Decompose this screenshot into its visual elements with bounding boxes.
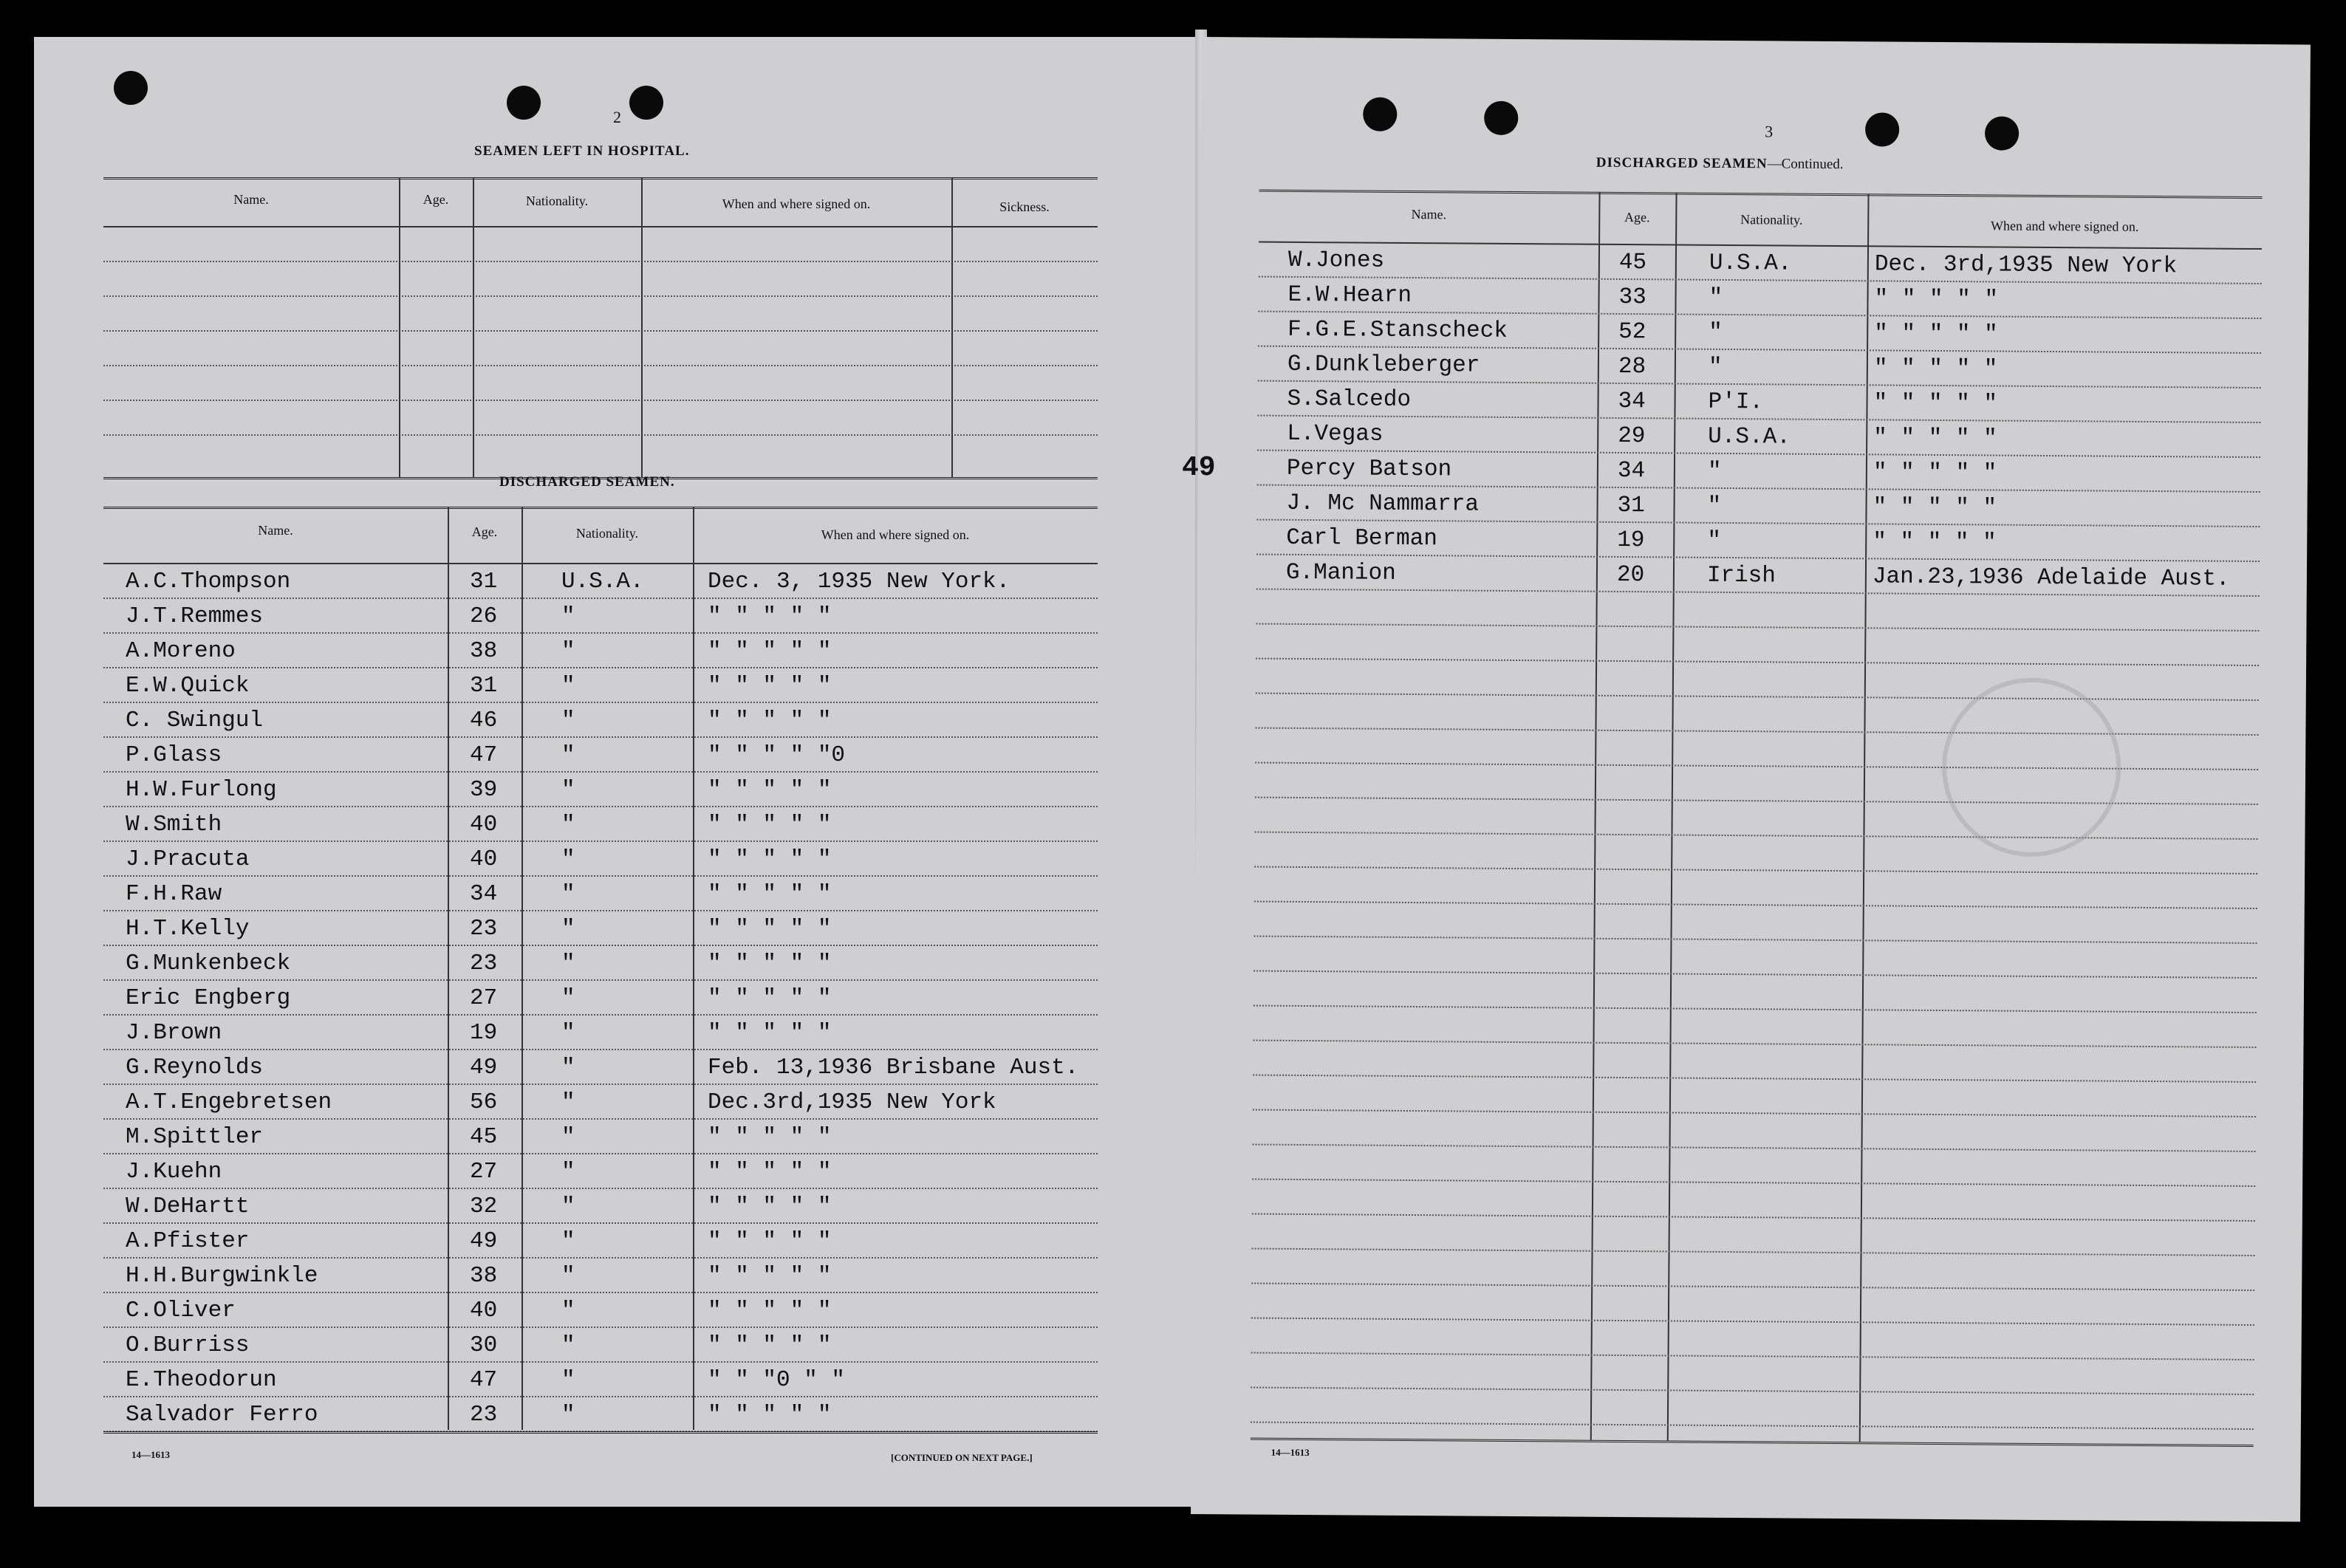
table-row [103,702,1098,738]
seaman-nationality: " [561,1367,575,1393]
seaman-age: 52 [1618,318,1646,346]
seaman-name: J.Brown [126,1020,222,1046]
signed-on: Feb. 13,1936 Brisbane Aust. [708,1055,1079,1081]
signed-on: " " " " " [708,1159,832,1185]
table-row [103,841,1098,877]
table-row [103,1014,1098,1050]
seaman-name: A.Pfister [126,1228,250,1254]
table-row [103,806,1098,842]
signed-on: " " " " " [708,1228,832,1254]
seaman-age: 28 [1618,353,1646,380]
signed-on: " " " " " [708,638,832,664]
signed-on: " " "0 " " [708,1367,846,1393]
signed-on: " " " " " [708,673,832,699]
seaman-name: E.Theodorun [126,1367,277,1393]
seaman-age: 45 [470,1124,498,1150]
table-row [103,910,1098,946]
seaman-age: 47 [470,742,498,768]
seaman-age: 32 [470,1194,498,1219]
seaman-name: L.Vegas [1287,420,1384,448]
seaman-age: 29 [1618,422,1646,450]
signed-on: " " " " " [1873,494,1997,521]
signed-on: " " " " " [708,951,832,976]
seaman-name: G.Dunkleberger [1287,351,1480,379]
seaman-age: 40 [470,1298,498,1324]
form-number: 14—1613 [1271,1446,1310,1459]
faded-stamp [1941,677,2121,857]
table-row [103,667,1098,703]
signed-on: " " " " " [708,1124,832,1150]
signed-on: " " " " " [708,1263,832,1289]
signed-on: " " " " " [708,881,832,907]
continued-header-name: Name. [1411,206,1447,222]
seaman-name: H.H.Burgwinkle [126,1263,318,1289]
seaman-name: E.W.Quick [126,673,250,699]
table-row [103,1049,1098,1085]
continued-header-signed-on: When and where signed on. [1990,218,2139,234]
seaman-name: S.Salcedo [1287,386,1412,413]
seaman-nationality: " [561,1194,575,1219]
signed-on: " " " " " [708,916,832,942]
table-row [103,1153,1098,1189]
seaman-name: Carl Berman [1286,524,1438,552]
discharged-header-signed-on: When and where signed on. [821,527,970,542]
signed-on: " " " " " [1873,529,1997,556]
seaman-nationality: " [561,708,575,733]
seaman-age: 40 [470,846,498,872]
signed-on: " " " " " [1873,425,1997,452]
seaman-age: 27 [470,1159,498,1185]
seaman-age: 26 [470,603,498,629]
seaman-name: G.Munkenbeck [126,951,291,976]
table-row [103,1188,1098,1224]
seaman-age: 20 [1616,561,1645,589]
table-row [103,979,1098,1016]
signed-on: " " " " " [708,1332,832,1358]
table-row [103,1083,1098,1120]
discharged-section-title: DISCHARGED SEAMEN. [499,474,675,490]
title-text: DISCHARGED SEAMEN [1596,154,1768,172]
seaman-name: M.Spittler [126,1124,264,1150]
continued-header-nationality: Nationality. [1740,212,1803,227]
seaman-name: G.Reynolds [126,1055,264,1081]
seaman-name: G.Manion [1285,559,1396,586]
signed-on: " " " " " [1873,355,1998,383]
discharged-continued-table [1250,190,2262,1482]
table-row [103,1118,1098,1154]
seaman-nationality: " [561,673,575,699]
table-row [103,598,1098,634]
seaman-name: J.Pracuta [126,846,250,872]
seaman-nationality: " [561,1124,575,1150]
table-row [103,771,1098,807]
seaman-name: Eric Engberg [126,985,291,1011]
seaman-age: 38 [470,638,498,664]
signed-on: " " " " " [708,812,832,838]
table-row [103,1326,1098,1363]
seaman-nationality: " [561,985,575,1011]
seaman-name: C.Oliver [126,1298,236,1324]
table-row [103,1257,1098,1293]
title-suffix: —Continued. [1767,156,1844,173]
seaman-name: O.Burriss [126,1332,250,1358]
blank-row [1251,1387,2254,1430]
seaman-name: A.T.Engebretsen [126,1089,332,1115]
seaman-age: 46 [470,708,498,733]
seaman-age: 23 [470,951,498,976]
seaman-age: 19 [1617,527,1645,554]
page-number: 2 [613,108,621,126]
seaman-age: 34 [470,881,498,907]
form-number: 14—1613 [131,1449,170,1460]
seaman-nationality: " [561,812,575,838]
seaman-name: W.DeHartt [126,1194,250,1219]
seaman-age: 38 [470,1263,498,1289]
seaman-nationality: " [561,846,575,872]
seaman-age: 40 [470,812,498,838]
page-number: 3 [1765,122,1774,141]
seaman-name: H.T.Kelly [126,916,250,942]
punch-hole [1363,97,1397,131]
punch-hole [629,86,663,120]
punch-hole [1985,116,2019,150]
seaman-age: 47 [470,1367,498,1393]
signed-on: " " " " " [708,985,832,1011]
right-page [1191,37,2311,1521]
seaman-age: 31 [470,673,498,699]
seaman-name: A.Moreno [126,638,236,664]
seaman-nationality: " [561,1332,575,1358]
discharged-header-age: Age. [471,524,498,539]
seaman-age: 56 [470,1089,498,1115]
seaman-age: 49 [470,1228,498,1254]
seaman-nationality: " [1707,527,1721,554]
seaman-age: 27 [470,985,498,1011]
discharged-table [103,507,1098,1479]
seaman-age: 31 [1617,492,1645,519]
seaman-age: 45 [1618,249,1647,276]
hospital-section-title: SEAMEN LEFT IN HOSPITAL. [474,143,690,159]
seaman-name: P.Glass [126,742,222,768]
hospital-header-signed-on: When and where signed on. [722,196,871,211]
seaman-nationality: " [561,881,575,907]
signed-on: " " " " " [708,777,832,803]
table-row [103,563,1098,599]
discharged-header-name: Name. [258,523,293,538]
seaman-nationality: P'I. [1708,388,1764,416]
signed-on: Jan.23,1936 Adelaide Aust. [1872,564,2230,592]
table-row [103,1396,1098,1432]
table-row [103,875,1098,911]
seaman-nationality: " [1707,493,1722,519]
seaman-nationality: " [1707,458,1722,485]
seaman-nationality: " [561,1089,575,1115]
seaman-nationality: " [1709,284,1723,311]
seaman-name: Salvador Ferro [126,1402,318,1428]
hospital-table [103,177,1098,485]
table-row [103,945,1098,981]
seaman-age: 19 [470,1020,498,1046]
signed-on: " " " " " [708,603,832,629]
signed-on: Dec.3rd,1935 New York [708,1089,996,1115]
punch-hole [114,71,148,105]
seaman-age: 34 [1618,388,1646,415]
punch-hole [1865,112,1899,146]
seaman-nationality: U.S.A. [1709,250,1792,277]
discharged-header-nationality: Nationality. [575,526,639,541]
continued-header-age: Age. [1624,210,1650,225]
seaman-nationality: " [561,742,575,768]
seaman-nationality: " [1709,319,1723,346]
seaman-name: Percy Batson [1286,455,1452,483]
seaman-name: W.Jones [1287,247,1385,274]
seaman-name: H.W.Furlong [126,777,277,803]
seaman-nationality: " [561,1159,575,1185]
seaman-nationality: U.S.A. [1708,423,1791,451]
seaman-age: 23 [470,1402,498,1428]
seaman-age: 49 [470,1055,498,1081]
hospital-header-age: Age. [423,192,449,207]
signed-on: " " " " " [1874,321,1998,348]
seaman-nationality: " [561,1228,575,1254]
signed-on: " " " " " [1873,390,1998,417]
seaman-nationality: " [561,1263,575,1289]
table-row [103,1292,1098,1328]
hospital-header-name: Name. [233,192,269,207]
seaman-age: 31 [470,569,498,595]
seaman-nationality: " [561,638,575,664]
table-row [103,1361,1098,1397]
signed-on: " " " " " [708,708,832,733]
hospital-header-nationality: Nationality. [525,194,589,208]
left-page [34,37,1201,1507]
center-mark: 49 [1182,452,1216,484]
signed-on: Dec. 3rd,1935 New York [1874,251,2178,280]
seaman-age: 33 [1618,284,1646,311]
seaman-name: J.T.Remmes [126,603,264,629]
seaman-nationality: " [561,951,575,976]
seaman-name: J.Kuehn [126,1159,222,1185]
seaman-age: 30 [470,1332,498,1358]
seaman-name: C. Swingul [126,708,264,733]
hospital-header-sickness: Sickness. [999,199,1050,214]
seaman-nationality: " [561,916,575,942]
seaman-nationality: " [561,1402,575,1428]
signed-on: " " " " " [708,1402,832,1428]
seaman-nationality: " [561,1020,575,1046]
table-row [103,1222,1098,1259]
signed-on: " " " " "0 [708,742,846,768]
seaman-nationality: " [561,603,575,629]
table-row [103,632,1098,668]
seaman-nationality: " [561,1298,575,1324]
punch-hole [507,86,541,120]
seaman-age: 34 [1617,457,1646,485]
signed-on: Dec. 3, 1935 New York. [708,569,1010,595]
continued-note: [CONTINUED ON NEXT PAGE.] [891,1452,1033,1463]
seaman-nationality: Irish [1706,562,1776,589]
signed-on: " " " " " [708,1020,832,1046]
seaman-name: F.G.E.Stanscheck [1287,316,1508,344]
signed-on: " " " " " [708,1194,832,1219]
seaman-name: W.Smith [126,812,222,838]
seaman-nationality: U.S.A. [561,569,644,595]
seaman-name: E.W.Hearn [1287,281,1412,309]
signed-on: " " " " " [1873,459,1997,487]
seaman-name: A.C.Thompson [126,569,291,595]
seaman-nationality: " [561,777,575,803]
punch-hole [1484,101,1518,135]
seaman-age: 39 [470,777,498,803]
seaman-age: 23 [470,916,498,942]
signed-on: " " " " " [1874,286,1999,313]
seaman-nationality: " [561,1055,575,1081]
signed-on: " " " " " [708,1298,832,1324]
discharged-continued-title [1596,155,1844,173]
seaman-name: J. Mc Nammarra [1286,490,1480,518]
signed-on: " " " " " [708,846,832,872]
table-row [103,736,1098,773]
seaman-nationality: " [1708,354,1723,380]
seaman-name: F.H.Raw [126,881,222,907]
